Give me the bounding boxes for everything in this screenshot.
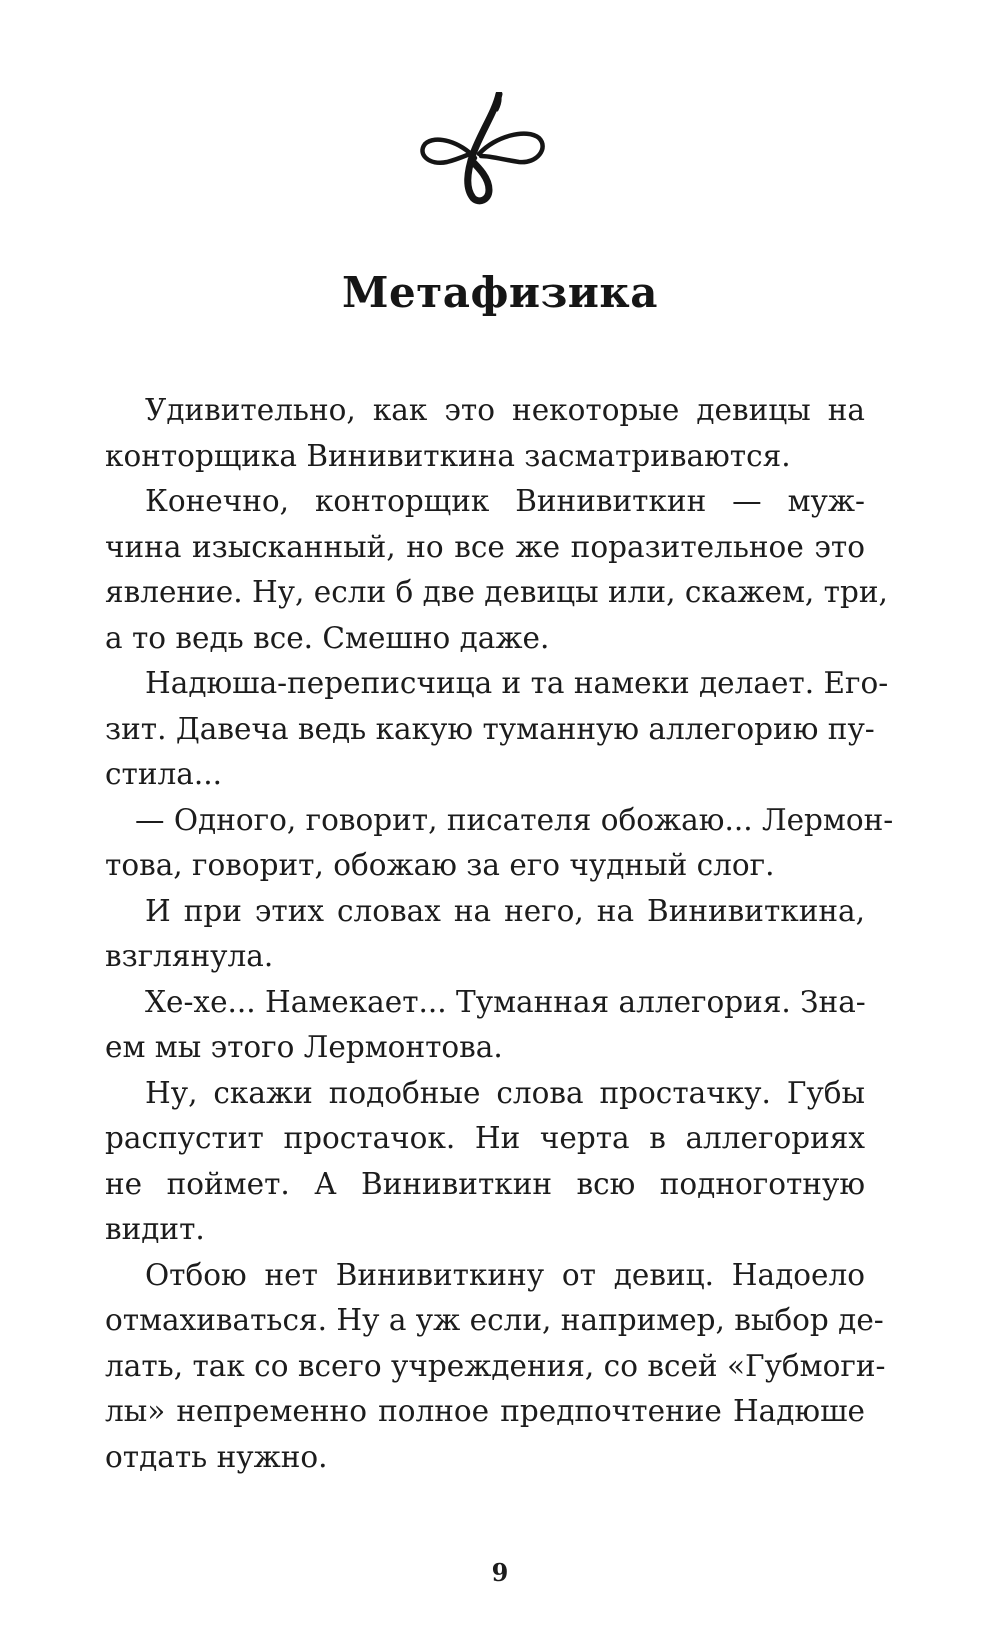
text-line: зит. Давеча ведь какую туманную аллегорию пу-	[105, 711, 875, 746]
text-line: явление. Ну, если б две девицы или, скажем, три,	[105, 575, 888, 609]
text-line: И при этих словах на него, на Винивиткина,	[145, 893, 865, 928]
text-line: стила...	[105, 757, 222, 791]
text-line: отдать нужно.	[105, 1439, 328, 1474]
flourish-ornament-icon	[415, 92, 555, 207]
text-line: не поймет. А Винивиткин всю подноготную	[105, 1166, 865, 1201]
text-line: а то ведь все. Смешно даже.	[105, 620, 550, 655]
text-line: лы» непременно полное предпочтение Надюше	[105, 1394, 865, 1428]
text-line: ем мы этого Лермонтова.	[105, 1030, 503, 1064]
text-line: Удивительно, как это некоторые девицы на	[145, 393, 865, 427]
text-line: Надюша-переписчица и та намеки делает. Его-	[145, 666, 889, 700]
text-line: — Одного, говорит, писателя обожаю... Лермон-	[135, 802, 894, 837]
text-line: Ну, скажи подобные слова простачку. Губы	[145, 1075, 865, 1110]
text-line: Конечно, конторщик Винивиткин — муж-	[145, 484, 865, 518]
text-line: Хе-хе... Намекает... Туманная аллегория. Зна-	[145, 984, 866, 1019]
text-line: распустит простачок. Ни черта в аллегориях	[105, 1121, 865, 1155]
page-number: 9	[491, 1558, 509, 1587]
text-line: взглянула.	[105, 939, 274, 973]
text-line: чина изысканный, но все же поразительное это	[105, 529, 865, 564]
chapter-body	[105, 388, 894, 1480]
text-line: това, говорит, обожаю за его чудный слог.	[105, 848, 775, 882]
text-line: лать, так со всего учреждения, со всей «Губмоги-	[105, 1348, 886, 1383]
text-line: отмахиваться. Ну а уж если, например, выбор де-	[105, 1303, 884, 1337]
text-line: конторщика Винивиткина засматриваются.	[105, 438, 791, 473]
text-line: видит.	[105, 1212, 205, 1246]
text-line: Отбою нет Винивиткину от девиц. Надоело	[145, 1257, 865, 1292]
chapter-title: Метафизика	[342, 268, 658, 317]
